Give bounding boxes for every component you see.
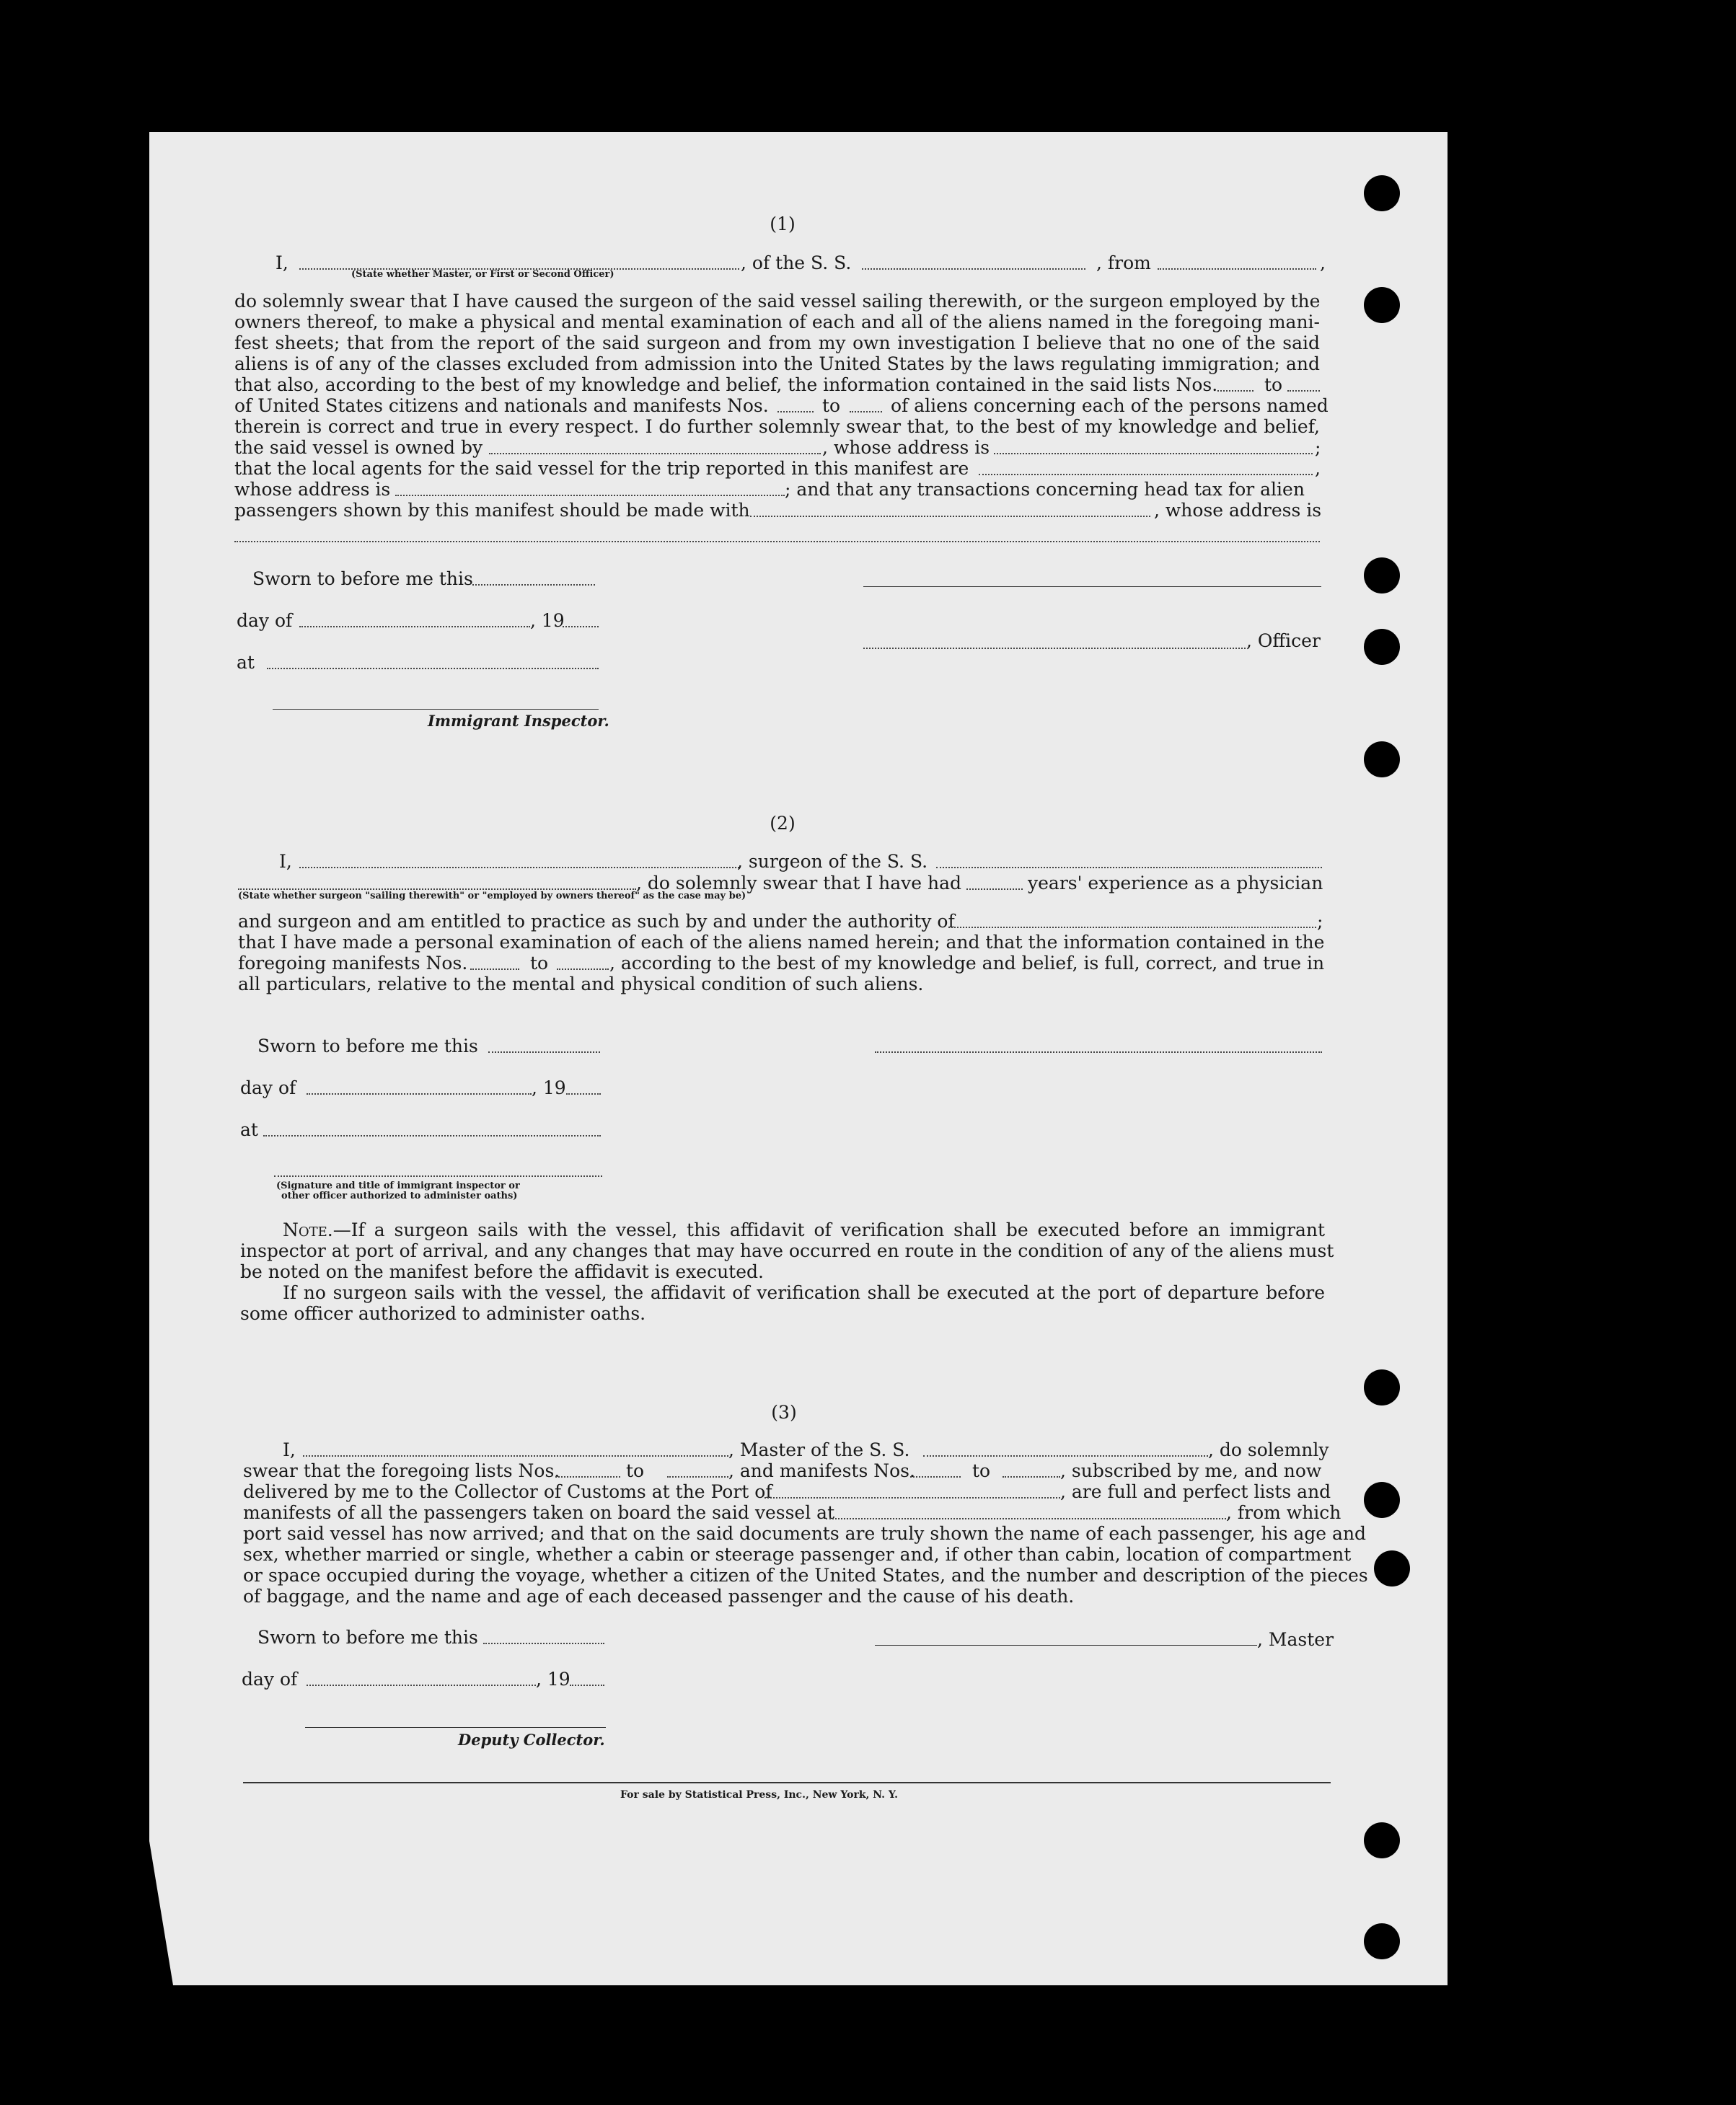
master-signature-line — [875, 1645, 1257, 1646]
at-label: at — [237, 652, 255, 673]
day-of-label: day of — [240, 1077, 296, 1098]
s1-line: , whose address is — [822, 437, 990, 458]
semicolon: ; — [1317, 911, 1323, 932]
s1-line: ; and that any transactions concerning head tax for alien — [785, 479, 1305, 500]
s2-line: , surgeon of the S. S. — [737, 851, 928, 872]
s3-line: , subscribed by me, and now — [1060, 1460, 1322, 1481]
s3-i: I, — [283, 1439, 296, 1460]
s3-line: of baggage, and the name and age of each deceased passenger and the cause of his death. — [243, 1586, 1075, 1607]
day-field — [299, 626, 530, 627]
punch-hole — [1364, 741, 1400, 777]
agents-address-field — [395, 495, 785, 496]
place-field — [263, 1135, 601, 1137]
collector-signature-line — [305, 1727, 606, 1728]
place-field — [267, 668, 599, 669]
s1-to: to — [822, 395, 841, 416]
lists-to-field — [667, 1476, 728, 1478]
year-label: , 19 — [536, 1669, 570, 1690]
note-label: Note. — [283, 1219, 333, 1240]
note-line: be noted on the manifest before the affidavit is executed. — [240, 1261, 764, 1282]
punch-hole — [1364, 1369, 1400, 1405]
s1-line: the said vessel is owned by — [234, 437, 483, 458]
year-field — [570, 1685, 604, 1686]
owner-address-field — [994, 453, 1313, 454]
s1-line: of aliens concerning each of the persons named — [891, 395, 1329, 416]
punch-hole — [1364, 557, 1400, 593]
s1-from: , from — [1096, 252, 1151, 273]
s1-body-line: do solemnly swear that I have caused the surgeon of the said vessel sailing therewith, or the surgeon employed by the — [234, 291, 1321, 312]
sworn-date-field — [483, 1643, 604, 1644]
sworn-date-field — [488, 1051, 600, 1053]
sworn-date-field — [472, 584, 595, 586]
surgeon-vessel-field — [936, 867, 1322, 868]
s2-i: I, — [279, 851, 292, 872]
agents-field — [979, 474, 1313, 475]
surgeon-signature-line — [875, 1051, 1322, 1053]
note-text: —If a surgeon sails with the vessel, this affidavit of verification shall be executed before an immigrant — [332, 1219, 1325, 1240]
embark-port-field — [826, 1518, 1226, 1519]
owner-field — [489, 453, 821, 454]
officer-title-field — [863, 648, 1246, 649]
s2-line: that I have made a personal examination of each of the aliens named herein; and that the information contained in the — [238, 932, 1325, 953]
s1-line: passengers shown by this manifest should be made with — [234, 500, 750, 521]
port-field — [765, 1497, 1060, 1499]
punch-hole — [1364, 1482, 1400, 1518]
s3-to: to — [626, 1460, 645, 1481]
head-tax-address-field — [234, 541, 1320, 542]
s3-line: swear that the foregoing lists Nos. — [243, 1460, 560, 1481]
manifests-to-field — [850, 411, 882, 412]
master-name-field — [303, 1455, 728, 1457]
s1-line: whose address is — [234, 479, 391, 500]
s2-manifests-from-field — [470, 968, 519, 970]
note-line: some officer authorized to administer oaths. — [240, 1303, 646, 1324]
vessel-name-field — [923, 1455, 1208, 1457]
s1-i: I, — [276, 252, 288, 273]
s1-line: of United States citizens and nationals and manifests Nos. — [234, 395, 769, 416]
departure-port-field — [1158, 268, 1316, 270]
at-label: at — [240, 1119, 258, 1140]
note-line: inspector at port of arrival, and any changes that may have occurred en route in the condition of any of the aliens must — [240, 1240, 1334, 1261]
punch-hole — [1364, 629, 1400, 665]
inspector-signature-line — [274, 1175, 602, 1177]
s2-caption: (State whether surgeon "sailing therewith" or "employed by owners thereof" as the case may be) — [238, 891, 746, 901]
note-line: If no surgeon sails with the vessel, the affidavit of verification shall be executed at the port of departure before — [283, 1282, 1325, 1303]
s3-line: sex, whether married or single, whether a cabin or steerage passenger and, if other than cabin, location of compartment — [243, 1544, 1352, 1565]
s3-line: or space occupied during the voyage, whether a citizen of the United States, and the number and description of the pieces — [243, 1565, 1368, 1586]
s2-to: to — [530, 953, 549, 974]
section-1-number: (1) — [770, 213, 796, 234]
year-field — [566, 1093, 601, 1095]
inspector-signature-line — [273, 709, 599, 710]
years-field — [966, 888, 1023, 890]
authority-field — [948, 927, 1316, 928]
punch-hole — [1364, 175, 1400, 211]
punch-hole — [1374, 1550, 1410, 1587]
s2-manifests-to-field — [557, 968, 609, 970]
sig-caption: other officer authorized to administer oaths) — [281, 1191, 518, 1201]
s2-line: years' experience as a physician — [1028, 873, 1323, 893]
s2-line: all particulars, relative to the mental and physical condition of such aliens. — [238, 974, 924, 994]
semicolon: ; — [1315, 437, 1321, 458]
s3-line: , Master of the S. S. — [728, 1439, 910, 1460]
s3-line: , do solemnly — [1208, 1439, 1329, 1460]
sig-caption: (Signature and title of immigrant inspector or — [276, 1181, 520, 1191]
collector-caption: Deputy Collector. — [458, 1731, 605, 1749]
year-field — [563, 626, 599, 627]
punch-hole — [1364, 287, 1400, 323]
punch-hole — [1364, 1923, 1400, 1959]
comma: , — [1315, 458, 1321, 479]
s1-line: , whose address is — [1154, 500, 1322, 521]
sworn-label: Sworn to before me this — [257, 1627, 478, 1648]
s1-line: that also, according to the best of my knowledge and belief, the information contained in the said lists Nos. — [234, 374, 1218, 395]
day-field — [307, 1685, 536, 1686]
s3-line: manifests of all the passengers taken on board the said vessel at — [243, 1502, 835, 1523]
section-3-number: (3) — [771, 1402, 797, 1423]
comma: , — [1320, 252, 1326, 273]
s3-line: , are full and perfect lists and — [1060, 1481, 1331, 1502]
inspector-caption: Immigrant Inspector. — [428, 712, 609, 730]
section-2-number: (2) — [770, 813, 796, 834]
s1-of-ss: , of the S. S. — [741, 252, 852, 273]
year-label: , 19 — [532, 1077, 566, 1098]
s1-body-line: owners thereof, to make a physical and mental examination of each and all of the aliens named in the foregoing mani- — [234, 312, 1320, 332]
publisher-footer: For sale by Statistical Press, Inc., New York, N. Y. — [620, 1789, 898, 1801]
day-of-label: day of — [237, 610, 293, 631]
lists-to-field — [1287, 390, 1320, 392]
day-of-label: day of — [242, 1669, 298, 1690]
footer-rule — [243, 1782, 1331, 1783]
sworn-label: Sworn to before me this — [252, 568, 473, 589]
manifests-from-field — [777, 411, 814, 412]
s1-body-line: fest sheets; that from the report of the said surgeon and from my own investigation I believe that no one of the said — [234, 332, 1320, 353]
s2-line: , do solemnly swear that I have had — [636, 873, 962, 893]
s2-line: , according to the best of my knowledge and belief, is full, correct, and true in — [609, 953, 1325, 974]
sworn-label: Sworn to before me this — [257, 1036, 478, 1056]
note-line-1 — [283, 1219, 1325, 1241]
head-tax-field — [750, 516, 1150, 517]
s3-line: port said vessel has now arrived; and that on the said documents are truly shown the name of each passenger, his age and — [243, 1523, 1367, 1544]
manifests-from-field — [910, 1476, 961, 1478]
s2-line: foregoing manifests Nos. — [238, 953, 468, 974]
s2-line: and surgeon and am entitled to practice as such by and under the authority of — [238, 911, 955, 932]
year-label: , 19 — [530, 610, 565, 631]
master-label: , Master — [1257, 1629, 1334, 1650]
s3-line: , and manifests Nos. — [728, 1460, 915, 1481]
vessel-name-field — [862, 268, 1085, 270]
surgeon-name-field — [299, 867, 739, 868]
lists-from-field — [555, 1476, 620, 1478]
s1-line: that the local agents for the said vessel for the trip reported in this manifest are — [234, 458, 969, 479]
s1-body-line: aliens is of any of the classes excluded from admission into the United States by the laws regulating immigration; and — [234, 353, 1320, 374]
officer-signature-line — [863, 586, 1321, 587]
punch-hole — [1364, 1822, 1400, 1858]
s1-line: therein is correct and true in every respect. I do further solemnly swear that, to the best of my knowledge and belief, — [234, 416, 1320, 437]
manifests-to-field — [1003, 1476, 1060, 1478]
s3-to: to — [972, 1460, 991, 1481]
day-field — [307, 1093, 532, 1095]
surgeon-status-field — [238, 888, 636, 890]
s3-line: , from which — [1226, 1502, 1341, 1523]
s1-caption: (State whether Master, or First or Second Officer) — [351, 269, 614, 280]
lists-from-field — [1217, 390, 1253, 392]
s1-to: to — [1264, 374, 1283, 395]
officer-label: , Officer — [1246, 630, 1321, 651]
s3-line: delivered by me to the Collector of Customs at the Port of — [243, 1481, 772, 1502]
